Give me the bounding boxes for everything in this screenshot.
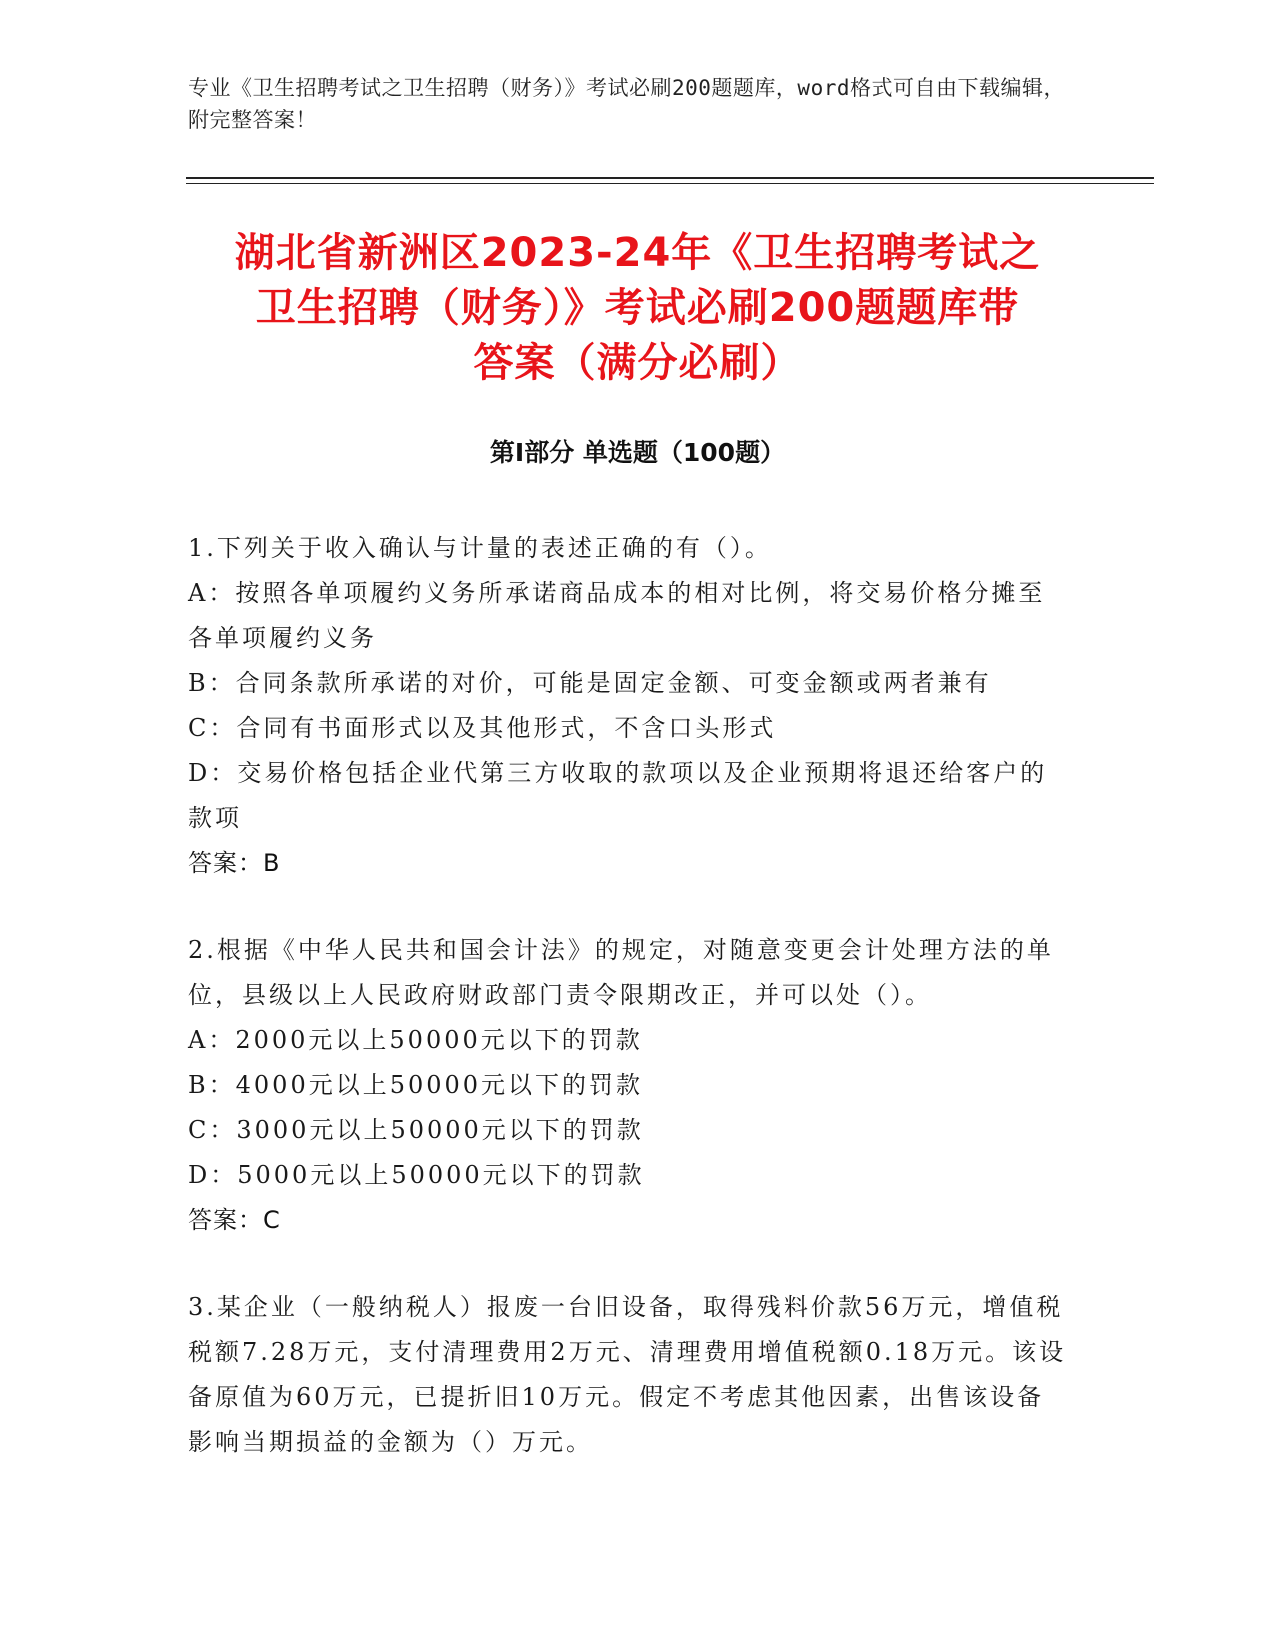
option-c: C：3000元以上50000元以下的罚款 bbox=[188, 1116, 644, 1144]
document-title-line-2: 卫生招聘（财务）》考试必刷200题题库带 bbox=[255, 285, 1020, 331]
question-2 bbox=[188, 928, 1068, 1243]
option-b: B：4000元以上50000元以下的罚款 bbox=[188, 1071, 644, 1099]
option-b: B：合同条款所承诺的对价，可能是固定金额、可变金额或两者兼有 bbox=[188, 669, 992, 697]
header-note: 专业《卫生招聘考试之卫生招聘（财务）》考试必刷200题题库，word格式可自由下载编辑，附完整答案！ bbox=[188, 76, 1065, 132]
section-title: 第I部分 单选题（100题） bbox=[489, 438, 786, 467]
document-title bbox=[180, 226, 1095, 391]
question-stem: 3.某企业（一般纳税人）报废一台旧设备，取得残料价款56万元，增值税税额7.28万元，支付清理费用2万元、清理费用增值税额0.18万元。该设备原值为60万元，已提折旧10万元。假定不考虑其他因素，出售该设备影响当期损益的金额为（）万元。 bbox=[188, 1293, 1067, 1456]
option-d: D：5000元以上50000元以下的罚款 bbox=[188, 1161, 645, 1189]
option-c: C：合同有书面形式以及其他形式，不含口头形式 bbox=[188, 714, 777, 742]
option-a: A：按照各单项履约义务所承诺商品成本的相对比例，将交易价格分摊至各单项履约义务 bbox=[188, 579, 1046, 652]
document-title-line-1: 湖北省新洲区2023-24年《卫生招聘考试之 bbox=[234, 230, 1041, 276]
header-divider-thin bbox=[186, 183, 1154, 184]
question-list bbox=[188, 526, 1068, 1507]
answer-label: 答案：C bbox=[188, 1206, 281, 1234]
document-title-line-3: 答案（满分必刷） bbox=[473, 340, 802, 386]
header-divider-thick bbox=[186, 177, 1154, 179]
option-d: D：交易价格包括企业代第三方收取的款项以及企业预期将退还给客户的款项 bbox=[188, 759, 1048, 832]
question-stem: 2.根据《中华人民共和国会计法》的规定，对随意变更会计处理方法的单位，县级以上人民政府财政部门责令限期改正，并可以处（）。 bbox=[188, 936, 1054, 1009]
option-a: A：2000元以上50000元以下的罚款 bbox=[188, 1026, 643, 1054]
question-3 bbox=[188, 1285, 1068, 1465]
question-stem: 1.下列关于收入确认与计量的表述正确的有（）。 bbox=[188, 534, 772, 562]
question-1 bbox=[188, 526, 1068, 886]
answer-label: 答案：B bbox=[188, 849, 281, 877]
